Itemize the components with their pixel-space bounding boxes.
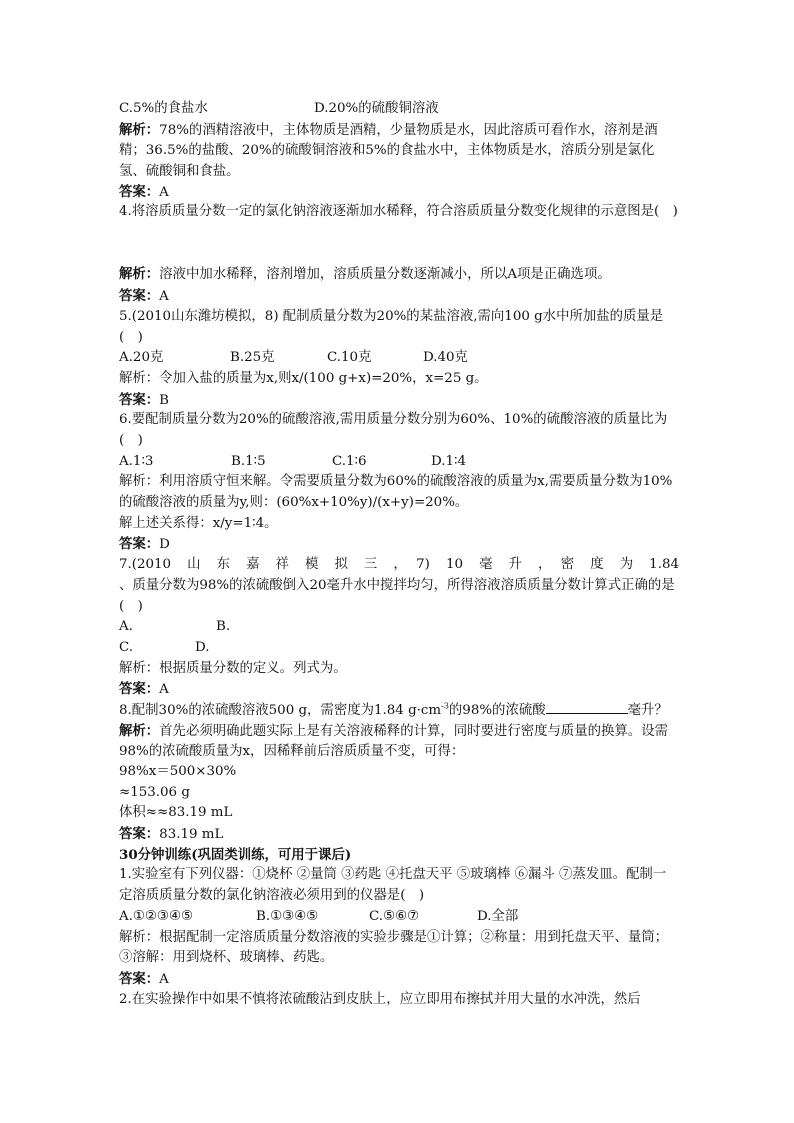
q6-option-c: C.1∶6 bbox=[332, 453, 367, 469]
q8-calc-2: ≈153.06 g bbox=[119, 784, 190, 800]
analysis-label: 解析： bbox=[119, 929, 160, 945]
analysis-label: 解析： bbox=[119, 266, 160, 283]
q4-answer bbox=[119, 286, 679, 307]
answer-text: A bbox=[159, 184, 169, 200]
q8-calc-1: 98%x＝500×30% bbox=[119, 764, 237, 780]
q8-analysis bbox=[119, 721, 679, 762]
q7-analysis bbox=[119, 659, 679, 680]
q3-analysis bbox=[119, 120, 679, 182]
q5-option-d: D.40克 bbox=[423, 350, 468, 366]
q5-options-row bbox=[119, 348, 679, 369]
q5-analysis bbox=[119, 369, 679, 390]
q7-options-row-2 bbox=[119, 638, 679, 659]
q8-stem-superscript: -3 bbox=[441, 701, 449, 711]
q7-stem-rest: 、质量分数为98%的浓硫酸倒入20毫升水中搅拌均匀，所得溶液溶质质量分数计算式正确的是( ) bbox=[119, 577, 675, 614]
q6-analysis bbox=[119, 472, 679, 513]
answer-label: 答案： bbox=[119, 826, 160, 843]
q8-stem-text-2: 的98%的浓硫酸 bbox=[448, 702, 546, 718]
analysis-label: 解析： bbox=[119, 121, 160, 138]
analysis-text: 根据配制一定溶质质量分数溶液的实验步骤是①计算；②称量：用到托盘天平、量筒；③溶解：用到烧杯、玻璃棒、药匙。 bbox=[119, 929, 669, 966]
q7-stem-line1 bbox=[119, 555, 679, 576]
analysis-text: 78%的酒精溶液中，主体物质是酒精，少量物质是水，因此溶质可看作水，溶剂是酒精；36.5%的盐酸、20%的硫酸铜溶液和5%的食盐水中，主体物质是水，溶质分别是氯化氢、硫酸铜和食盐。 bbox=[119, 122, 658, 180]
analysis-text: 首先必须明确此题实际上是有关溶液稀释的计算，同时要进行密度与质量的换算。设需98%的浓硫酸质量为x，因稀释前后溶质质量不变，可得： bbox=[119, 723, 669, 760]
q3-option-d: D.20%的硫酸铜溶液 bbox=[314, 101, 439, 116]
analysis-label: 解析： bbox=[119, 474, 160, 490]
q5-option-b: B.25克 bbox=[230, 350, 275, 366]
answer-label: 答案： bbox=[119, 183, 160, 200]
q6-option-a: A.1∶3 bbox=[119, 453, 154, 469]
s2-stem: 2.在实验操作中如果不慎将浓硫酸沾到皮肤上，应立即用布擦拭并用大量的水冲洗，然后 bbox=[119, 991, 641, 1007]
s1-analysis bbox=[119, 928, 679, 969]
analysis-label: 解析： bbox=[119, 660, 160, 676]
analysis-label: 解析： bbox=[119, 370, 160, 386]
answer-label: 答案： bbox=[119, 536, 160, 553]
answer-text: A bbox=[159, 971, 169, 987]
analysis-text: 根据质量分数的定义。列式为。 bbox=[159, 660, 347, 676]
answer-label: 答案： bbox=[119, 288, 160, 305]
q6-analysis-result: 解上述关系得：x/y=1∶4。 bbox=[119, 515, 278, 531]
q6-stem: 6.要配制质量分数为20%的硫酸溶液,需用质量分数分别为60%、10%的硫酸溶液的质量比为( ) bbox=[119, 412, 668, 448]
q6-options-row bbox=[119, 452, 679, 473]
answer-text: B bbox=[159, 392, 170, 408]
q5-option-c: C.10克 bbox=[327, 350, 372, 366]
s1-answer bbox=[119, 969, 679, 990]
q5-option-a: A.20克 bbox=[119, 350, 164, 366]
q7-stem-text: 7.(2010 山 东 嘉 祥 模 拟 三 ， 7) 10 毫 升 ， 密 度 为 1.84 bbox=[119, 557, 679, 573]
answer-label: 答案： bbox=[119, 681, 160, 698]
s1-option-d: D.全部 bbox=[477, 908, 519, 924]
q8-calc-3: 体积≈≈83.19 mL bbox=[119, 805, 233, 821]
analysis-text: 溶液中加水稀释，溶剂增加，溶质质量分数逐渐减小，所以A项是正确选项。 bbox=[159, 267, 611, 283]
q4-stem: 4.将溶质质量分数一定的氯化钠溶液逐渐加水稀释，符合溶质质量分数变化规律的示意图是( ) bbox=[119, 204, 678, 220]
q3-option-c: C.5%的食盐水 bbox=[119, 101, 208, 116]
q8-stem-text: 8.配制30%的浓硫酸溶液500 g，需密度为1.84 g·cm bbox=[119, 702, 442, 718]
q5-stem: 5.(2010山东潍坊模拟，8) 配制质量分数为20%的某盐溶液,需向100 g水中所加盐的质量是( ) bbox=[119, 308, 664, 345]
q6-answer bbox=[119, 534, 679, 555]
q4-figure-space bbox=[119, 244, 679, 265]
q3-options-row bbox=[119, 99, 679, 120]
q7-option-c: C. bbox=[119, 639, 134, 655]
q4-analysis bbox=[119, 264, 679, 286]
s1-option-c: C.⑤⑥⑦ bbox=[369, 908, 420, 924]
answer-text: 83.19 mL bbox=[159, 827, 224, 843]
q7-option-a: A. bbox=[119, 619, 133, 635]
section-title: 30分钟训练(巩固类训练，可用于课后) bbox=[119, 846, 352, 863]
q6-option-b: B.1∶5 bbox=[231, 453, 266, 469]
answer-label: 答案： bbox=[119, 970, 160, 987]
s1-option-a: A.①②③④⑤ bbox=[119, 908, 193, 924]
answer-text: A bbox=[159, 289, 169, 305]
analysis-label: 解析： bbox=[119, 722, 160, 739]
analysis-text: 令加入盐的质量为x,则x/(100 g+x)=20%，x=25 g。 bbox=[159, 370, 488, 386]
q7-option-b: B. bbox=[216, 619, 231, 635]
answer-label: 答案： bbox=[119, 391, 160, 408]
q8-stem bbox=[119, 700, 679, 721]
q6-option-d: D.1∶4 bbox=[431, 453, 467, 469]
s1-stem: 1.实验室有下列仪器：①烧杯 ②量筒 ③药匙 ④托盘天平 ⑤玻璃棒 ⑥漏斗 ⑦蒸发皿。配制一定溶质质量分数的氯化钠溶液必须用到的仪器是( ) bbox=[119, 867, 667, 904]
answer-text: D bbox=[159, 537, 170, 553]
q8-answer bbox=[119, 824, 679, 845]
q7-answer bbox=[119, 679, 679, 700]
document-body bbox=[119, 99, 679, 1010]
q3-answer bbox=[119, 182, 679, 203]
s1-options-row bbox=[119, 907, 679, 928]
q8-stem-text-3: 毫升？ bbox=[627, 702, 668, 718]
q5-answer bbox=[119, 390, 679, 411]
q7-options-row-1 bbox=[119, 617, 679, 638]
q8-answer-blank[interactable] bbox=[546, 700, 628, 714]
q7-option-d: D. bbox=[195, 639, 210, 655]
answer-text: A bbox=[159, 682, 169, 698]
s1-option-b: B.①③④⑤ bbox=[256, 908, 319, 924]
analysis-text: 利用溶质守恒来解。令需要质量分数为60%的硫酸溶液的质量为x,需要质量分数为10%的硫酸溶液的质量为y,则：(60%x+10%y)/(x+y)=20%。 bbox=[119, 474, 673, 511]
